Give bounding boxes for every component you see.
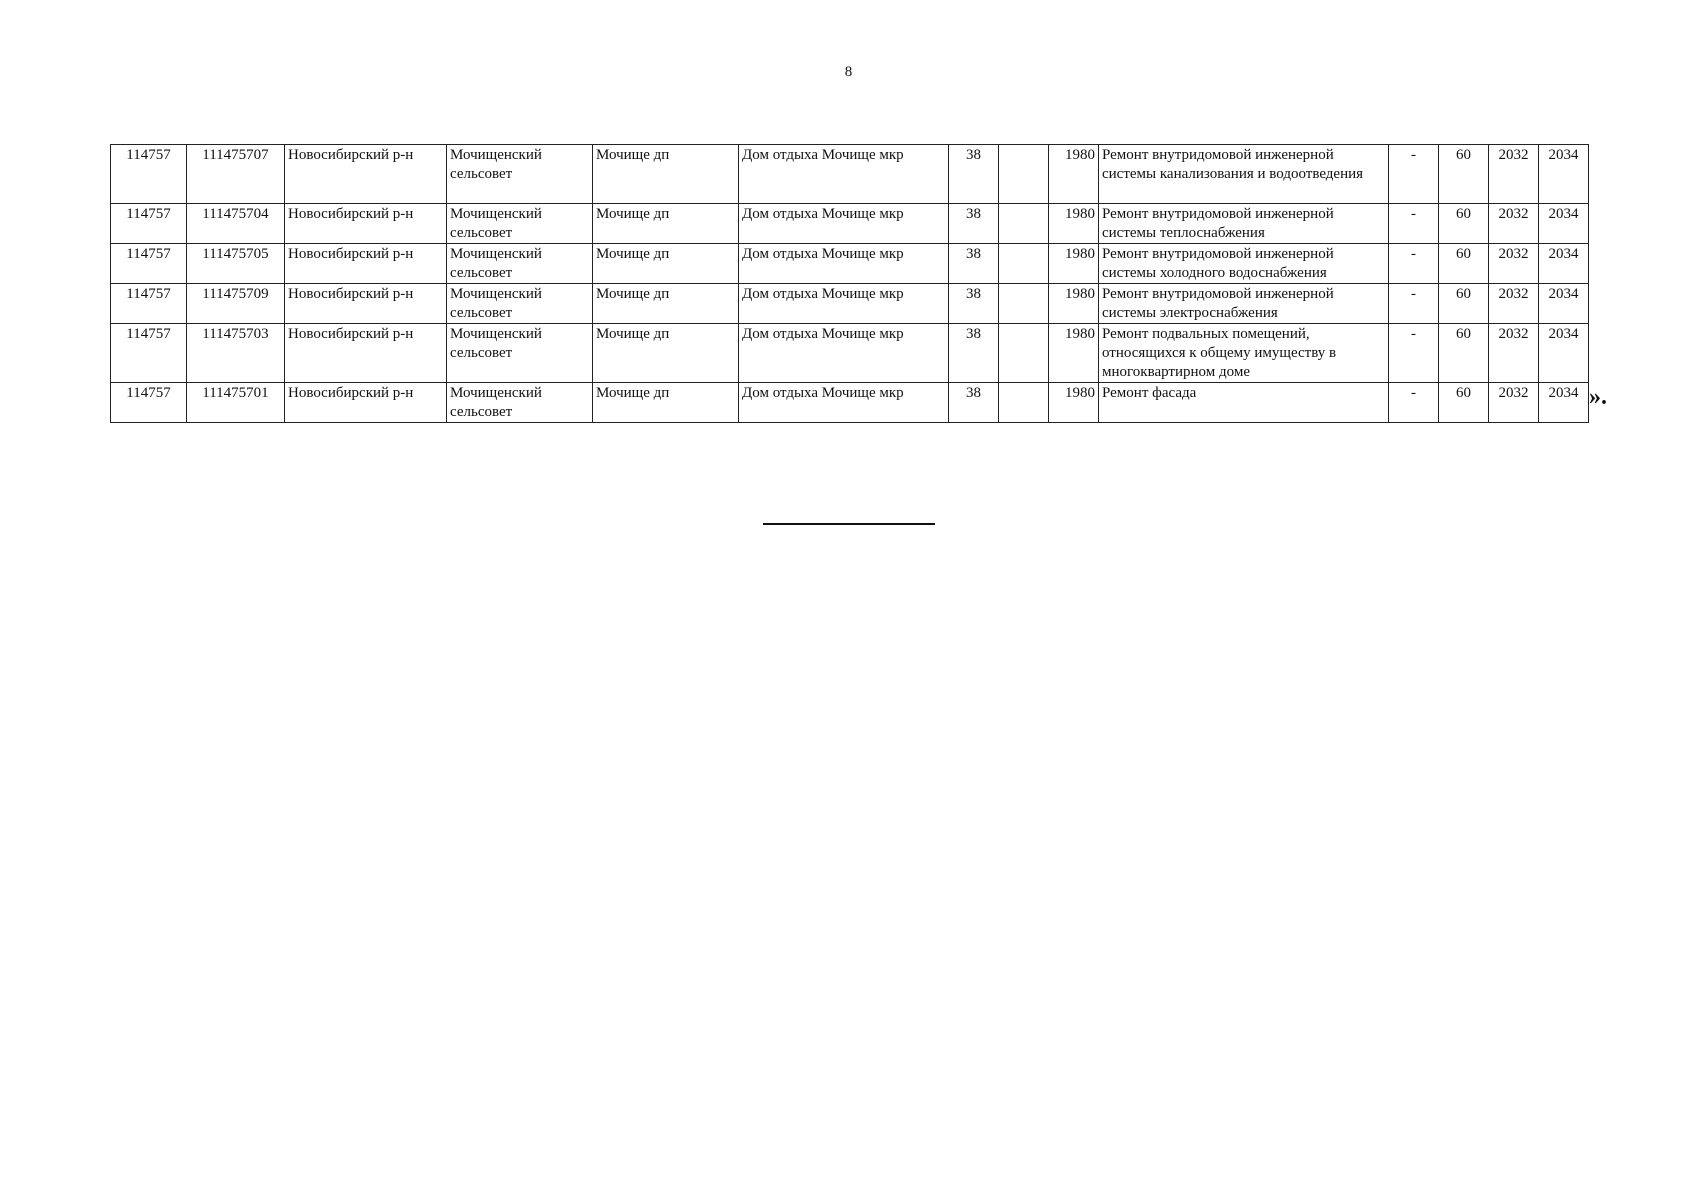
table-row [111,324,1589,383]
cell-term: 60 [1439,244,1489,284]
cell-municipality: Мочищенский сельсовет [447,383,593,423]
cell-settlement: Мочище дп [593,383,739,423]
cell-building [999,383,1049,423]
end-divider [763,523,935,525]
table-row [111,244,1589,284]
cell-term: 60 [1439,324,1489,383]
page-number: 8 [844,64,853,80]
cell-work: Ремонт внутридомовой инженерной системы теплоснабжения [1099,204,1389,244]
cell-house: 38 [949,284,999,324]
cell-id: 114757 [111,284,187,324]
cell-year-from: 2032 [1489,204,1539,244]
cell-id: 114757 [111,204,187,244]
cell-address: Дом отдыха Мочище мкр [739,324,949,383]
cell-id: 114757 [111,244,187,284]
cell-address: Дом отдыха Мочище мкр [739,383,949,423]
cell-year-from: 2032 [1489,383,1539,423]
table-row [111,284,1589,324]
cell-house: 38 [949,145,999,204]
cell-municipality: Мочищенский сельсовет [447,284,593,324]
cell-year-to: 2034 [1539,324,1589,383]
cell-year-from: 2032 [1489,145,1539,204]
cell-settlement: Мочище дп [593,244,739,284]
cell-dash: - [1389,204,1439,244]
cell-dash: - [1389,284,1439,324]
cell-building [999,244,1049,284]
cell-district: Новосибирский р-н [285,284,447,324]
cell-settlement: Мочище дп [593,284,739,324]
cell-year-to: 2034 [1539,145,1589,204]
cell-settlement: Мочище дп [593,204,739,244]
cell-municipality: Мочищенский сельсовет [447,244,593,284]
cell-building [999,145,1049,204]
cell-settlement: Мочище дп [593,324,739,383]
cell-municipality: Мочищенский сельсовет [447,204,593,244]
cell-year-to: 2034 [1539,383,1589,423]
cell-district: Новосибирский р-н [285,204,447,244]
cell-id: 114757 [111,324,187,383]
cell-year-to: 2034 [1539,244,1589,284]
cell-address: Дом отдыха Мочище мкр [739,145,949,204]
cell-term: 60 [1439,145,1489,204]
cell-year: 1980 [1049,244,1099,284]
table-row [111,145,1589,204]
cell-year: 1980 [1049,204,1099,244]
cell-dash: - [1389,383,1439,423]
cell-building [999,284,1049,324]
cell-year: 1980 [1049,324,1099,383]
cell-code: 111475703 [187,324,285,383]
cell-address: Дом отдыха Мочище мкр [739,204,949,244]
cell-settlement: Мочище дп [593,145,739,204]
cell-year: 1980 [1049,284,1099,324]
cell-address: Дом отдыха Мочище мкр [739,284,949,324]
cell-work: Ремонт внутридомовой инженерной системы электроснабжения [1099,284,1389,324]
table-row [111,383,1589,423]
cell-code: 111475704 [187,204,285,244]
cell-work: Ремонт подвальных помещений, относящихся к общему имуществу в многоквартирном доме [1099,324,1389,383]
cell-code: 111475701 [187,383,285,423]
cell-code: 111475707 [187,145,285,204]
cell-year-to: 2034 [1539,284,1589,324]
cell-work: Ремонт внутридомовой инженерной системы канализования и водоотведения [1099,145,1389,204]
cell-district: Новосибирский р-н [285,244,447,284]
cell-dash: - [1389,145,1439,204]
cell-year-from: 2032 [1489,324,1539,383]
cell-building [999,204,1049,244]
cell-code: 111475709 [187,284,285,324]
cell-term: 60 [1439,204,1489,244]
cell-municipality: Мочищенский сельсовет [447,145,593,204]
closing-quote: ». [1589,384,1607,410]
cell-house: 38 [949,204,999,244]
cell-term: 60 [1439,284,1489,324]
capital-repair-table [110,144,1589,423]
cell-year-to: 2034 [1539,204,1589,244]
cell-term: 60 [1439,383,1489,423]
cell-year: 1980 [1049,383,1099,423]
cell-district: Новосибирский р-н [285,145,447,204]
cell-id: 114757 [111,145,187,204]
cell-district: Новосибирский р-н [285,324,447,383]
cell-id: 114757 [111,383,187,423]
cell-work: Ремонт фасада [1099,383,1389,423]
cell-year: 1980 [1049,145,1099,204]
cell-house: 38 [949,244,999,284]
cell-code: 111475705 [187,244,285,284]
cell-dash: - [1389,324,1439,383]
cell-address: Дом отдыха Мочище мкр [739,244,949,284]
cell-year-from: 2032 [1489,284,1539,324]
cell-year-from: 2032 [1489,244,1539,284]
cell-municipality: Мочищенский сельсовет [447,324,593,383]
cell-house: 38 [949,324,999,383]
cell-house: 38 [949,383,999,423]
cell-building [999,324,1049,383]
table-row [111,204,1589,244]
cell-dash: - [1389,244,1439,284]
cell-district: Новосибирский р-н [285,383,447,423]
cell-work: Ремонт внутридомовой инженерной системы холодного водоснабжения [1099,244,1389,284]
